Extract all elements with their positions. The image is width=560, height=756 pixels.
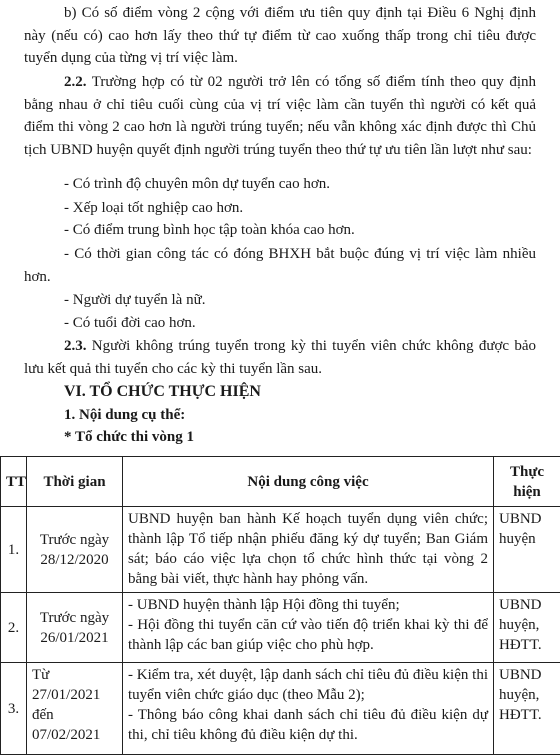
subsection-heading: * Tổ chức thi vòng 1 — [64, 429, 194, 445]
content-line: - Hội đồng thi tuyển căn cứ vào tiến độ triển khai kỳ thi để thành lập các ban giúp việc cho phù hợp. — [128, 617, 488, 653]
row-executor: UBND huyện — [494, 507, 560, 593]
row-number: 3. — [1, 663, 27, 755]
table-row — [1, 507, 560, 593]
paragraph-text: Trường hợp có từ 02 người trở lên có tổng số điểm tính theo quy định bằng nhau ở chỉ tiêu cuối cùng của vị trí việc làm cần tuyển thì người có kết quả điểm thi vòng 2 cao hơn là người trúng tuyển; nếu vẫn không xác định được thì Chủ tịch UBND huyện quyết định người trúng tuyển theo thứ tự ưu tiên lần lượt như sau: — [24, 74, 536, 158]
row-time: Từ 27/01/2021 đến 07/02/2021 — [27, 663, 123, 755]
column-header-executor: Thực hiện — [494, 457, 560, 507]
row-time: Trước ngày 28/12/2020 — [27, 507, 123, 593]
clause-number: 2.2. — [64, 74, 87, 90]
table-header-row — [1, 457, 560, 507]
row-content — [123, 593, 494, 663]
paragraph-2-2 — [24, 71, 536, 161]
row-time: Trước ngày 26/01/2021 — [27, 593, 123, 663]
bullet-item: - Có tuổi đời cao hơn. — [64, 315, 196, 331]
paragraph-2-3 — [24, 335, 536, 380]
row-content — [123, 663, 494, 755]
row-executor: UBND huyện, HĐTT. — [494, 663, 560, 755]
row-executor: UBND huyện, HĐTT. — [494, 593, 560, 663]
bullet-item: - Xếp loại tốt nghiệp cao hơn. — [64, 200, 244, 216]
content-line: - UBND huyện thành lập Hội đồng thi tuyển; — [128, 597, 400, 613]
column-header-content: Nội dung công việc — [123, 457, 494, 507]
content-line: - Thông báo công khai danh sách chỉ tiêu đủ điều kiện dự thi, chỉ tiêu không đủ điều kiện dự thi. — [128, 707, 488, 743]
subsection-heading: 1. Nội dung cụ thể: — [64, 407, 186, 423]
bullet-item: - Có điểm trung bình học tập toàn khóa cao hơn. — [64, 222, 355, 238]
paragraph-text: Người không trúng tuyển trong kỳ thi tuyển viên chức không được bảo lưu kết quả thi tuyển cho các kỳ thi tuyển lần sau. — [24, 338, 536, 377]
table-row — [1, 663, 560, 755]
paragraph-b: b) Có số điểm vòng 2 cộng với điểm ưu tiên quy định tại Điều 6 Nghị định này (nếu có) cao hơn lấy theo thứ tự điểm từ cao xuống thấp trong chỉ tiêu được tuyển dụng của từng vị trí việc làm. — [24, 5, 536, 66]
row-content: UBND huyện ban hành Kế hoạch tuyển dụng viên chức; thành lập Tổ tiếp nhận phiếu đăng ký dự tuyển; Ban Giám sát; báo cáo việc lựa chọn tổ chức hình thức tại vòng 2 bằng bài viết, thực hành hay phỏng vấn. — [123, 507, 494, 593]
row-number: 2. — [1, 593, 27, 663]
bullet-item: - Có trình độ chuyên môn dự tuyển cao hơn. — [64, 176, 331, 192]
schedule-table — [0, 456, 560, 755]
column-header-tt: TT — [1, 457, 27, 507]
column-header-time: Thời gian — [27, 457, 123, 507]
section-heading: VI. TỔ CHỨC THỰC HIỆN — [64, 383, 261, 400]
clause-number: 2.3. — [64, 338, 87, 354]
bullet-item: - Có thời gian công tác có đóng BHXH bắt buộc đúng vị trí việc làm nhiều hơn. — [24, 246, 536, 285]
bullet-item: - Người dự tuyển là nữ. — [64, 292, 206, 308]
row-number: 1. — [1, 507, 27, 593]
table-row — [1, 593, 560, 663]
content-line: - Kiểm tra, xét duyệt, lập danh sách chỉ tiêu đủ điều kiện thi tuyển viên chức giáo dục (theo Mẫu 2); — [128, 667, 488, 703]
